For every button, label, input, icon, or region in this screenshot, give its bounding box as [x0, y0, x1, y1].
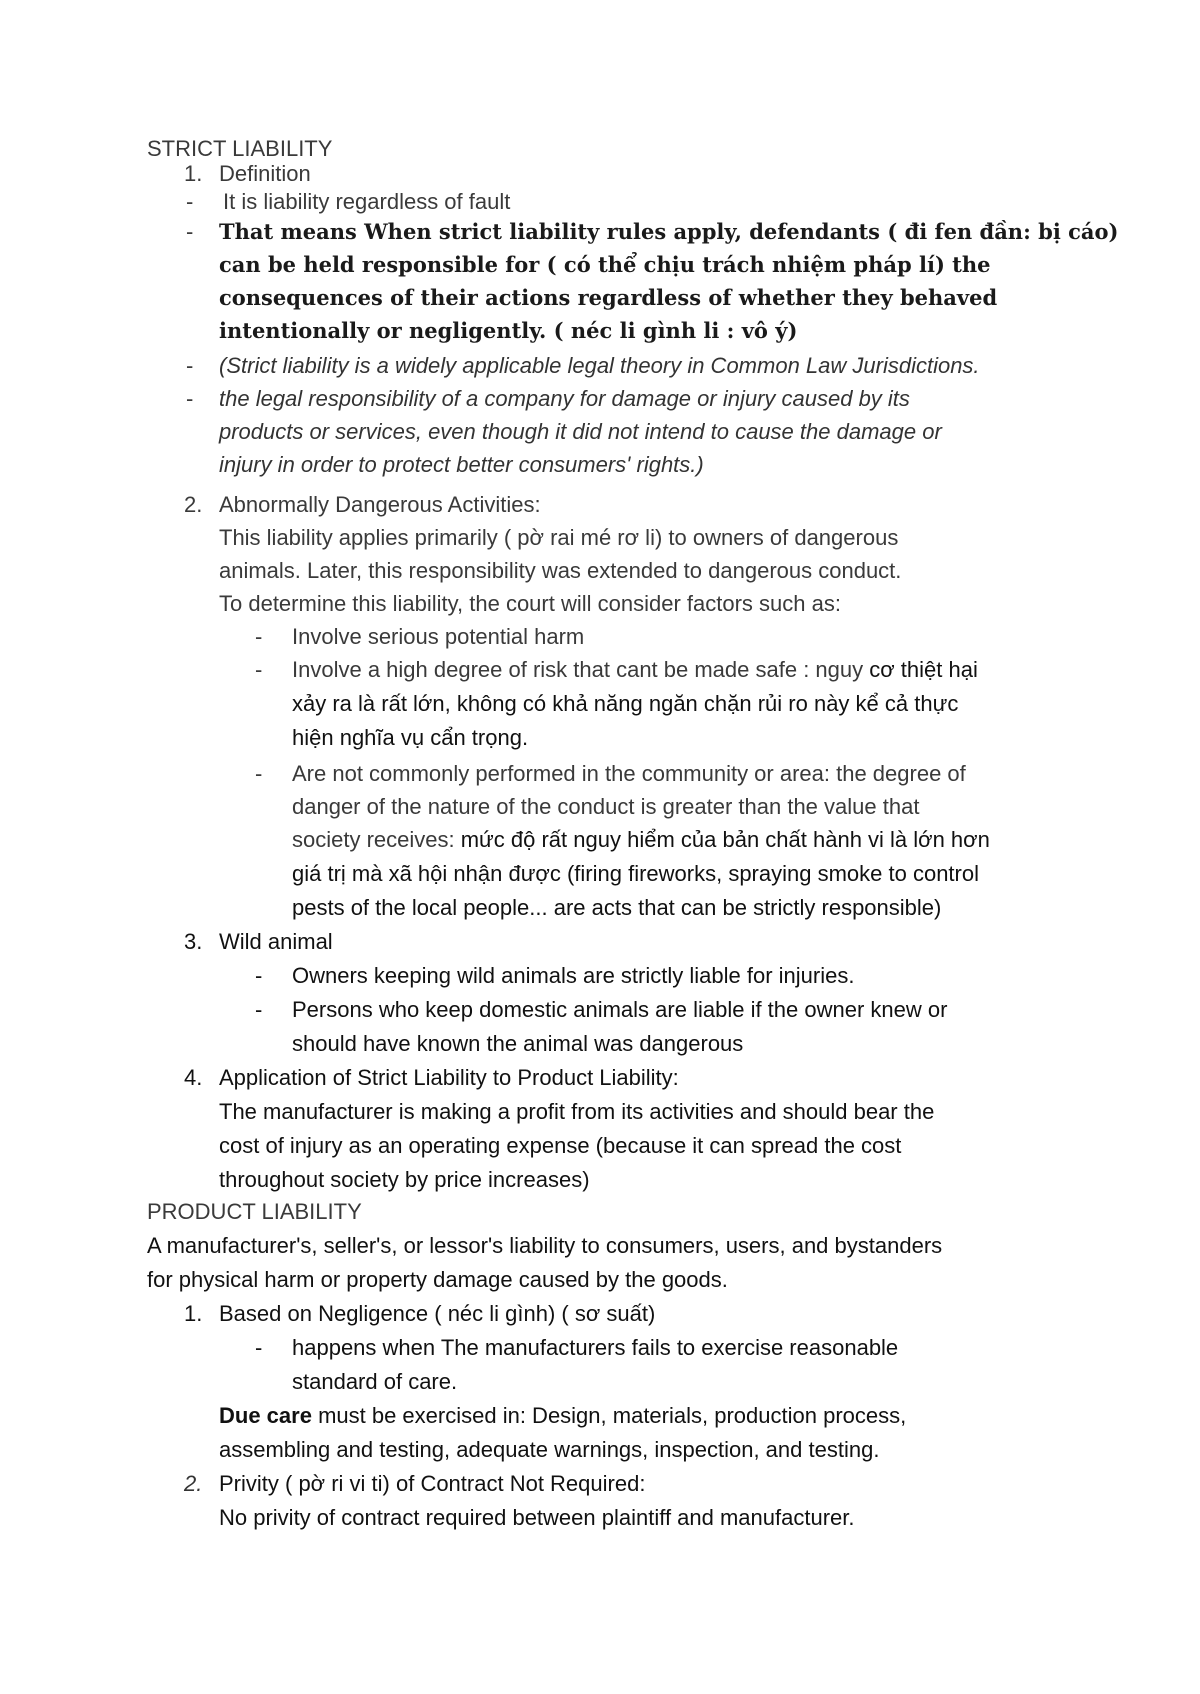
bullet-dash: -	[255, 761, 263, 786]
factor-high-risk-line-2: xảy ra là rất lớn, không có khả năng ngăn chặn rủi ro này kể cả thực	[292, 691, 959, 716]
negligence-bullet-line-1: happens when The manufacturers fails to exercise reasonable	[292, 1335, 899, 1360]
application-para-line-1: The manufacturer is making a profit from its activities and should bear the	[219, 1099, 935, 1124]
abnormally-para-line-2: animals. Later, this responsibility was extended to dangerous conduct.	[219, 558, 902, 583]
definition-bullet-3: (Strict liability is a widely applicable legal theory in Common Law Jurisdictions.	[219, 353, 980, 378]
bullet-dash: -	[186, 189, 194, 214]
abnormally-dangerous-heading: Abnormally Dangerous Activities:	[219, 492, 541, 517]
definition-heading: Definition	[219, 161, 311, 186]
factor-not-common-line-1: Are not commonly performed in the community or area: the degree of	[292, 761, 966, 786]
wild-animal-heading: Wild animal	[219, 929, 333, 954]
factor-high-risk-vi: cơ thiệt hại	[869, 657, 978, 682]
negligence-bullet-line-2: standard of care.	[292, 1369, 458, 1394]
bullet-dash: -	[186, 386, 194, 411]
application-para-line-2: cost of injury as an operating expense (because it can spread the cost	[219, 1133, 902, 1158]
list-number: 3.	[184, 929, 203, 954]
definition-bullet-1: It is liability regardless of fault	[223, 189, 511, 214]
wild-animal-bullet-1: Owners keeping wild animals are strictly liable for injuries.	[292, 963, 855, 988]
bullet-dash: -	[255, 1335, 263, 1360]
definition-bullet-2-line-3: consequences of their actions regardless of whether they behaved	[219, 285, 998, 310]
negligence-heading: Based on Negligence ( néc li gình) ( sơ suất)	[219, 1301, 656, 1326]
abnormally-para-line-3: To determine this liability, the court will consider factors such as:	[219, 591, 841, 616]
privity-heading: Privity ( pờ ri vi ti) of Contract Not Required:	[219, 1471, 646, 1496]
application-para-line-3: throughout society by price increases)	[219, 1167, 590, 1192]
bullet-dash: -	[255, 997, 263, 1022]
definition-bullet-2-line-4: intentionally or negligently. ( néc li gình li : vô ý)	[219, 318, 798, 343]
privity-para: No privity of contract required between plaintiff and manufacturer.	[219, 1505, 855, 1530]
factor-high-risk-line-3: hiện nghĩa vụ cẩn trọng.	[292, 725, 529, 750]
list-number: 1.	[184, 1301, 203, 1326]
factor-high-risk-line-1	[292, 656, 978, 684]
application-heading: Application of Strict Liability to Product Liability:	[219, 1065, 679, 1090]
product-intro-line-1: A manufacturer's, seller's, or lessor's liability to consumers, users, and bystanders	[147, 1233, 943, 1258]
due-care-line-1	[219, 1402, 906, 1430]
list-number: 2.	[184, 1471, 203, 1496]
definition-bullet-4-line-3: injury in order to protect better consumers' rights.)	[219, 452, 704, 477]
due-care-line-2: assembling and testing, adequate warnings, inspection, and testing.	[219, 1437, 880, 1462]
wild-animal-bullet-2-line-1: Persons who keep domestic animals are liable if the owner knew or	[292, 997, 948, 1022]
bullet-dash: -	[255, 963, 263, 988]
abnormally-para-line-1: This liability applies primarily ( pờ rai mé rơ li) to owners of dangerous	[219, 525, 899, 550]
bullet-dash: -	[186, 219, 194, 244]
bullet-dash: -	[255, 624, 263, 649]
factor-not-common-line-5: pests of the local people... are acts that can be strictly responsible)	[292, 895, 942, 920]
factor-not-common-line-4: giá trị mà xã hội nhận được (firing fireworks, spraying smoke to control	[292, 861, 979, 886]
bullet-dash: -	[255, 657, 263, 682]
factor-not-common-vi: mức độ rất nguy hiểm của bản chất hành vi là lớn hơn	[460, 827, 990, 852]
product-intro-line-2: for physical harm or property damage caused by the goods.	[147, 1267, 728, 1292]
due-care-rest: must be exercised in: Design, materials, production process,	[311, 1403, 907, 1428]
due-care-bold: Due care	[219, 1403, 312, 1428]
list-number: 2.	[184, 492, 203, 517]
strict-liability-title: STRICT LIABILITY	[147, 136, 333, 161]
wild-animal-bullet-2-line-2: should have known the animal was dangerous	[292, 1031, 744, 1056]
definition-bullet-2-line-1: That means When strict liability rules apply, defendants ( đi fen đần: bị cáo)	[219, 219, 1119, 244]
bullet-dash: -	[186, 353, 194, 378]
definition-bullet-4-line-2: products or services, even though it did not intend to cause the damage or	[219, 419, 942, 444]
factor-not-common-line-3	[292, 826, 990, 854]
definition-bullet-2-line-2: can be held responsible for ( có thể chịu trách nhiệm pháp lí) the	[219, 252, 991, 277]
definition-bullet-4-line-1: the legal responsibility of a company for damage or injury caused by its	[219, 386, 910, 411]
factor-serious-harm: Involve serious potential harm	[292, 624, 585, 649]
factor-not-common-line-2: danger of the nature of the conduct is greater than the value that	[292, 794, 920, 819]
list-number: 4.	[184, 1065, 203, 1090]
list-number: 1.	[184, 161, 203, 186]
factor-not-common-en: society receives:	[292, 827, 461, 852]
product-liability-title: PRODUCT LIABILITY	[147, 1199, 362, 1224]
factor-high-risk-en: Involve a high degree of risk that cant be made safe : nguy	[292, 657, 870, 682]
